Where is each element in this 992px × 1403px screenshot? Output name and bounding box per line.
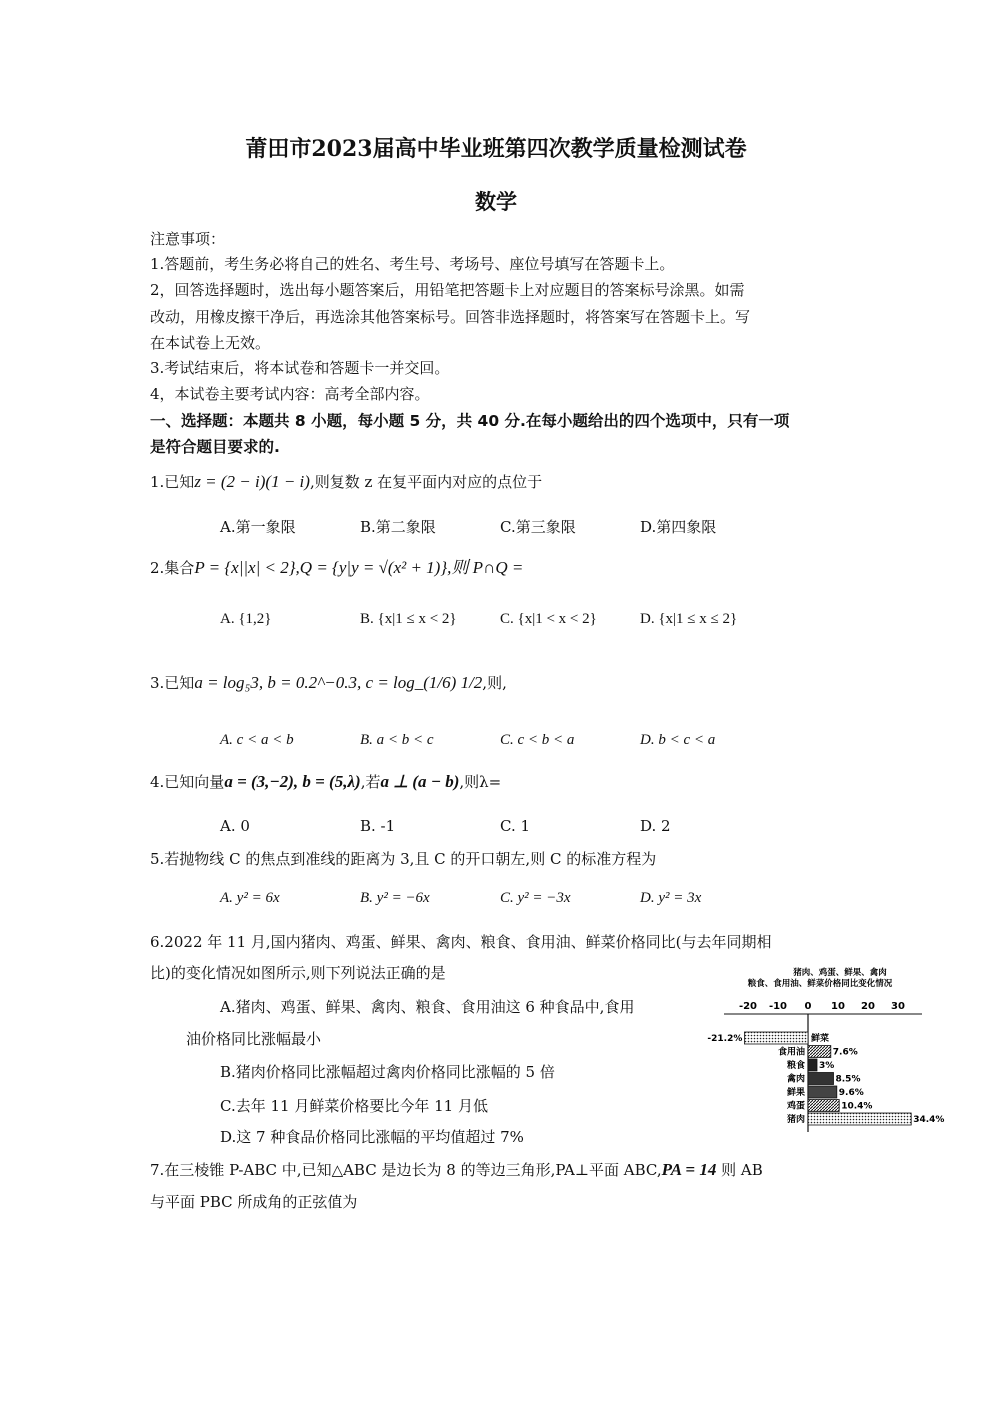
subject-title: 数学 xyxy=(475,190,517,214)
q5-option-a[interactable]: A. y² = 6x xyxy=(220,890,280,906)
bar xyxy=(808,1059,817,1071)
q2-set-q: ,Q = {y|y = √(x² + 1)} xyxy=(295,558,448,577)
q2-option-c[interactable]: C. {x|1 < x < 2} xyxy=(500,611,597,627)
q4-expr: a = (3,−2), b = (5,λ) xyxy=(224,772,361,791)
section-heading-line2: 是符合题目要求的. xyxy=(150,438,280,456)
q3-suffix: ,则, xyxy=(482,674,507,692)
data-label: 34.4% xyxy=(913,1115,945,1125)
note-3: 3.考试结束后，将本试卷和答题卡一并交回。 xyxy=(150,359,450,377)
price-change-chart xyxy=(696,962,952,1137)
q4-option-b[interactable]: B. -1 xyxy=(360,817,396,835)
bar xyxy=(808,1113,911,1125)
x-tick-label: 0 xyxy=(804,1001,812,1012)
q2-prefix: 2.集合 xyxy=(150,559,195,577)
q6-option-d[interactable]: D.这 7 种食品价格同比涨幅的平均值超过 7% xyxy=(220,1128,524,1146)
category-label: 食用油 xyxy=(777,1047,805,1058)
q1-suffix: ,则复数 z 在复平面内对应的点位于 xyxy=(309,473,543,491)
q3-expr: a = log₅3, b = 0.2^−0.3, c = log_(1/6) 1/2 xyxy=(194,673,483,692)
note-2a: 2，回答选择题时，选出每小题答案后，用铅笔把答题卡上对应题目的答案标号涂黑。如需 xyxy=(150,281,745,299)
data-label: 10.4% xyxy=(841,1101,873,1112)
chart-title-line1: 猪肉、鸡蛋、鲜果、禽肉 xyxy=(793,968,887,978)
category-label: 鸡蛋 xyxy=(786,1101,805,1112)
q6-option-a-line2[interactable]: 油价格同比涨幅最小 xyxy=(186,1030,322,1048)
question-1 xyxy=(150,472,542,492)
q3-option-b[interactable]: B. a < b < c xyxy=(360,732,434,748)
x-tick-label: -20 xyxy=(738,1001,758,1012)
note-4: 4，本试卷主要考试内容：高考全部内容。 xyxy=(150,385,430,403)
question-4 xyxy=(150,772,501,792)
q7-expr: PA = 14 xyxy=(661,1160,717,1179)
q5-option-b[interactable]: B. y² = −6x xyxy=(360,890,430,906)
q1-prefix: 1.已知 xyxy=(150,473,195,491)
question-2 xyxy=(150,558,523,578)
category-label: 粮食 xyxy=(786,1061,805,1071)
q4-prefix: 4.已知向量 xyxy=(150,773,225,791)
question-7-line2: 与平面 PBC 所成角的正弦值为 xyxy=(150,1193,358,1211)
q1-expr: z = (2 − i)(1 − i) xyxy=(194,472,310,491)
data-label: 7.6% xyxy=(832,1047,858,1058)
data-label: -21.2% xyxy=(707,1034,743,1044)
x-tick-label: 20 xyxy=(861,1001,875,1012)
q3-option-c[interactable]: C. c < b < a xyxy=(500,732,575,748)
q6-option-a-line1[interactable]: A.猪肉、鸡蛋、鲜果、禽肉、粮食、食用油这 6 种食品中,食用 xyxy=(220,998,635,1016)
q4-mid: ,若 xyxy=(360,773,381,791)
question-6-line2: 比)的变化情况如图所示,则下列说法正确的是 xyxy=(150,964,446,982)
data-label: 3% xyxy=(819,1061,835,1071)
section-heading-line1: 一、选择题：本题共 8 小题，每小题 5 分，共 40 分.在每小题给出的四个选项中，只有一项 xyxy=(150,412,790,430)
bar xyxy=(744,1032,808,1044)
bar xyxy=(808,1086,837,1098)
q3-option-a[interactable]: A. c < a < b xyxy=(220,732,294,748)
q2-suffix: ,则 P∩Q = xyxy=(447,558,524,577)
q1-option-a[interactable]: A.第一象限 xyxy=(220,518,296,536)
q3-prefix: 3.已知 xyxy=(150,674,195,692)
q4-option-c[interactable]: C. 1 xyxy=(500,817,531,835)
question-5: 5.若抛物线 C 的焦点到准线的距离为 3,且 C 的开口朝左,则 C 的标准方程为 xyxy=(150,850,657,868)
x-tick-label: 30 xyxy=(891,1001,905,1012)
q1-option-d[interactable]: D.第四象限 xyxy=(640,518,717,536)
q4-suffix: ,则λ= xyxy=(459,773,502,791)
q4-condition: a ⊥ (a − b) xyxy=(380,772,460,791)
question-3 xyxy=(150,673,507,693)
notes-heading: 注意事项： xyxy=(150,230,226,248)
note-1: 1.答题前，考生务必将自己的姓名、考生号、考场号、座位号填写在答题卡上。 xyxy=(150,255,675,273)
bar xyxy=(808,1046,831,1058)
note-2b: 改动，用橡皮擦干净后，再选涂其他答案标号。回答非选择题时，将答案写在答题卡上。写 xyxy=(150,308,751,326)
q2-option-a[interactable]: A. {1,2} xyxy=(220,611,272,627)
q2-set-p: P = {x||x| < 2} xyxy=(194,558,296,577)
q2-option-d[interactable]: D. {x|1 ≤ x ≤ 2} xyxy=(640,611,738,627)
question-6-line1: 6.2022 年 11 月,国内猪肉、鸡蛋、鲜果、禽肉、粮食、食用油、鲜菜价格同比(与去年同期相 xyxy=(150,933,772,951)
q6-option-c[interactable]: C.去年 11 月鲜菜价格要比今年 11 月低 xyxy=(220,1097,488,1115)
category-label: 鲜果 xyxy=(786,1088,805,1098)
x-tick-label: 10 xyxy=(831,1001,845,1012)
data-label: 9.6% xyxy=(838,1088,864,1098)
note-2c: 在本试卷上无效。 xyxy=(150,334,271,352)
q1-option-b[interactable]: B.第二象限 xyxy=(360,518,436,536)
category-label: 鲜菜 xyxy=(811,1034,830,1044)
category-label: 猪肉 xyxy=(786,1115,805,1125)
q1-option-c[interactable]: C.第三象限 xyxy=(500,518,576,536)
q7-text-b: 则 AB xyxy=(716,1161,763,1179)
data-label: 8.5% xyxy=(835,1074,861,1085)
q5-option-c[interactable]: C. y² = −3x xyxy=(500,890,571,906)
bar xyxy=(808,1100,839,1112)
q3-option-d[interactable]: D. b < c < a xyxy=(640,732,716,748)
chart-title-line2: 粮食、食用油、鲜菜价格同比变化情况 xyxy=(747,979,893,989)
bar xyxy=(808,1073,834,1085)
question-7-line1 xyxy=(150,1160,763,1180)
page-title: 莆田市2023届高中毕业班第四次教学质量检测试卷 xyxy=(245,136,747,162)
q6-option-b[interactable]: B.猪肉价格同比涨幅超过禽肉价格同比涨幅的 5 倍 xyxy=(220,1063,555,1081)
x-tick-label: -10 xyxy=(768,1001,788,1012)
q4-option-a[interactable]: A. 0 xyxy=(220,817,250,835)
q4-option-d[interactable]: D. 2 xyxy=(640,817,671,835)
category-label: 禽肉 xyxy=(786,1074,805,1085)
q7-text: 7.在三棱锥 P-ABC 中,已知△ABC 是边长为 8 的等边三角形,PA⊥平面 ABC, xyxy=(150,1161,662,1179)
q2-option-b[interactable]: B. {x|1 ≤ x < 2} xyxy=(360,611,457,627)
q5-option-d[interactable]: D. y² = 3x xyxy=(640,890,702,906)
